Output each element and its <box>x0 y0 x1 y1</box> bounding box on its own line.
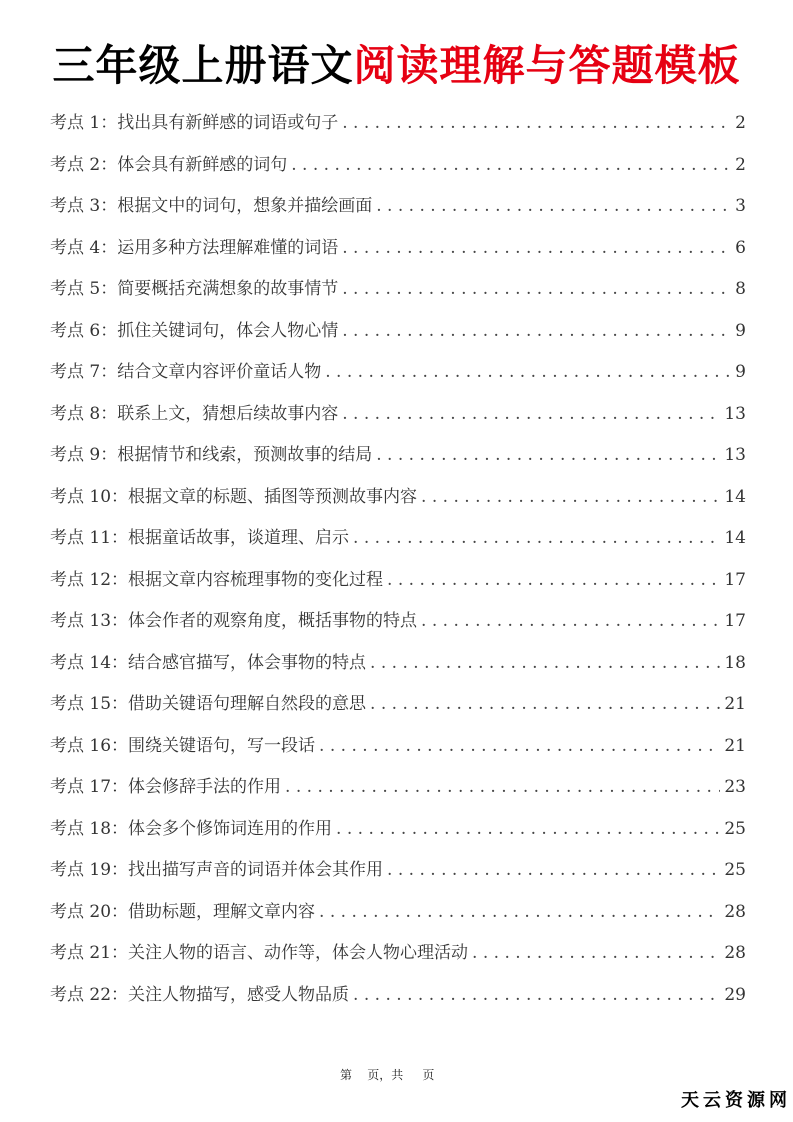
dot-leader <box>342 316 731 346</box>
toc-entry[interactable] <box>50 855 746 897</box>
toc-entry-label: 考点 5：简要概括充满想象的故事情节 <box>50 279 339 299</box>
toc-entry-page: 17 <box>724 569 746 590</box>
dot-leader <box>421 482 720 512</box>
dot-leader <box>421 606 720 636</box>
dot-leader <box>376 191 731 221</box>
toc-entry-page: 13 <box>724 403 746 424</box>
dot-leader <box>342 108 731 138</box>
toc-entry[interactable] <box>50 814 746 856</box>
dot-leader <box>376 440 720 470</box>
toc-entry-page: 25 <box>724 860 746 880</box>
toc-entry[interactable] <box>50 316 746 358</box>
toc-entry-label: 考点 7：结合文章内容评价童话人物 <box>50 362 322 382</box>
dot-leader <box>336 814 720 844</box>
toc-entry-page: 2 <box>735 113 746 133</box>
toc-entry-page: 6 <box>735 237 746 258</box>
toc-entry-label: 考点 1：找出具有新鲜感的词语或句子 <box>50 113 339 133</box>
toc-entry-page: 25 <box>724 818 746 839</box>
toc-entry[interactable] <box>50 648 746 690</box>
toc-entry-label: 考点 13：体会作者的观察角度，概括事物的特点 <box>50 611 418 631</box>
toc-entry[interactable] <box>50 274 746 316</box>
toc-entry-page: 9 <box>735 362 746 382</box>
toc-entry-page: 2 <box>735 154 746 175</box>
toc-entry-label: 考点 2：体会具有新鲜感的词句 <box>50 154 288 175</box>
dot-leader <box>285 772 720 802</box>
toc-entry-page: 28 <box>724 943 746 963</box>
title-red-part: 阅读理解与答题模板 <box>353 41 741 90</box>
toc-entry[interactable] <box>50 357 746 399</box>
toc-entry-label: 考点 10：根据文章的标题、插图等预测故事内容 <box>50 486 418 507</box>
toc-entry-label: 考点 12：根据文章内容梳理事物的变化过程 <box>50 569 384 590</box>
dot-leader <box>370 689 720 719</box>
dot-leader <box>353 980 720 1010</box>
toc-entry-label: 考点 9：根据情节和线索，预测故事的结局 <box>50 445 373 465</box>
dot-leader <box>291 150 731 180</box>
document-title <box>0 38 793 94</box>
toc-entry[interactable] <box>50 897 746 939</box>
toc-entry-page: 18 <box>724 652 746 673</box>
toc-entry-page: 23 <box>724 777 746 797</box>
toc-entry[interactable] <box>50 523 746 565</box>
toc-entry-label: 考点 20：借助标题，理解文章内容 <box>50 901 316 922</box>
toc-entry-page: 21 <box>724 735 746 756</box>
watermark-logo: 天云资源网 <box>681 1090 791 1111</box>
toc-entry[interactable] <box>50 399 746 441</box>
toc-entry[interactable] <box>50 191 746 233</box>
toc-entry-page: 29 <box>724 984 746 1005</box>
dot-leader <box>342 399 720 429</box>
toc-entry[interactable] <box>50 565 746 607</box>
dot-leader <box>342 233 731 263</box>
toc-entry-label: 考点 8：联系上文，猜想后续故事内容 <box>50 403 339 424</box>
dot-leader <box>353 523 720 553</box>
toc-entry[interactable] <box>50 150 746 192</box>
toc-entry-page: 28 <box>724 901 746 922</box>
toc-entry-label: 考点 16：围绕关键语句，写一段话 <box>50 735 316 756</box>
toc-entry[interactable] <box>50 440 746 482</box>
toc-entry-label: 考点 11：根据童话故事，谈道理、启示 <box>50 528 350 548</box>
toc-entry[interactable] <box>50 731 746 773</box>
toc-entry-label: 考点 17：体会修辞手法的作用 <box>50 777 282 797</box>
toc-entry-label: 考点 14：结合感官描写，体会事物的特点 <box>50 652 367 673</box>
toc-entry-label: 考点 18：体会多个修饰词连用的作用 <box>50 818 333 839</box>
dot-leader <box>387 565 720 595</box>
toc-entry-page: 3 <box>735 196 746 216</box>
toc-entry[interactable] <box>50 482 746 524</box>
dot-leader <box>342 274 731 304</box>
toc-entry-page: 17 <box>724 611 746 631</box>
page-footer: 第 页，共 页 <box>340 1068 435 1082</box>
toc-entry[interactable] <box>50 606 746 648</box>
toc-entry-page: 9 <box>735 320 746 341</box>
title-black-part: 三年级上册语文 <box>52 41 354 90</box>
dot-leader <box>472 938 720 968</box>
toc-entry-page: 14 <box>724 486 746 507</box>
toc-entry[interactable] <box>50 108 746 150</box>
toc-entry[interactable] <box>50 938 746 980</box>
toc-entry-label: 考点 22：关注人物描写，感受人物品质 <box>50 984 350 1005</box>
dot-leader <box>319 731 720 761</box>
toc-entry-label: 考点 4：运用多种方法理解难懂的词语 <box>50 237 339 258</box>
toc-entry[interactable] <box>50 980 746 1022</box>
table-of-contents <box>50 108 746 1021</box>
toc-entry-page: 21 <box>724 694 746 714</box>
toc-entry-label: 考点 15：借助关键语句理解自然段的意思 <box>50 694 367 714</box>
toc-entry-label: 考点 21：关注人物的语言、动作等，体会人物心理活动 <box>50 943 469 963</box>
toc-entry[interactable] <box>50 772 746 814</box>
toc-entry[interactable] <box>50 233 746 275</box>
dot-leader <box>387 855 720 885</box>
toc-entry-label: 考点 3：根据文中的词句，想象并描绘画面 <box>50 196 373 216</box>
toc-entry-page: 14 <box>724 528 746 548</box>
toc-entry-page: 13 <box>724 445 746 465</box>
toc-entry-label: 考点 6：抓住关键词句，体会人物心情 <box>50 320 339 341</box>
dot-leader <box>325 357 731 387</box>
dot-leader <box>370 648 720 678</box>
toc-entry-page: 8 <box>735 279 746 299</box>
dot-leader <box>319 897 720 927</box>
toc-entry[interactable] <box>50 689 746 731</box>
toc-entry-label: 考点 19：找出描写声音的词语并体会其作用 <box>50 860 384 880</box>
